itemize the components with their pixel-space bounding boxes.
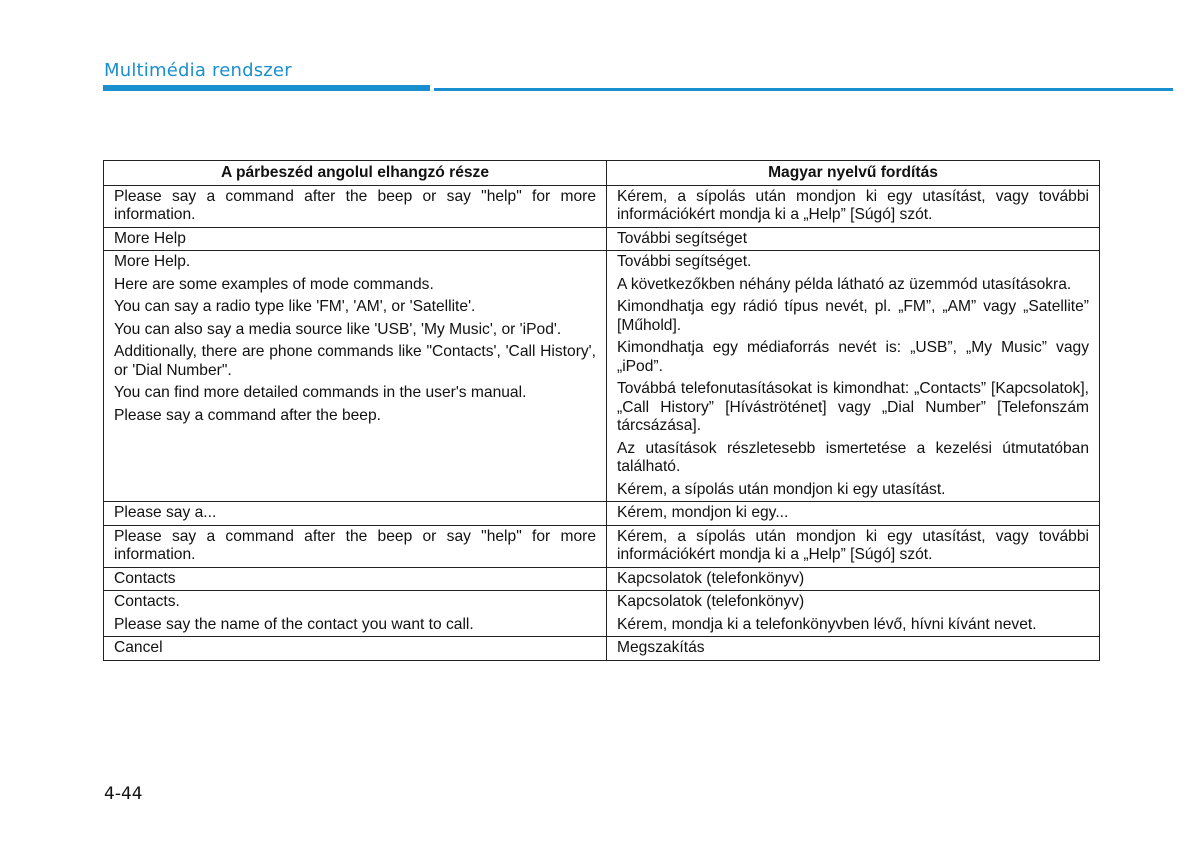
- cell-line: Please say a command after the beep or say "help" for more information.: [114, 527, 596, 563]
- table-header-row: [104, 161, 1100, 186]
- cell-line: Cancel: [114, 639, 163, 656]
- hungarian-cell: [607, 251, 1100, 502]
- hungarian-cell: [607, 567, 1100, 591]
- english-cell: [104, 185, 607, 227]
- cell-line: You can find more detailed commands in the user's manual.: [114, 384, 527, 401]
- cell-line: További segítséget: [617, 229, 748, 247]
- table-row: [104, 637, 1100, 661]
- english-cell: [104, 251, 607, 502]
- cell-line: Kapcsolatok (telefonkönyv): [617, 593, 805, 610]
- hungarian-cell: [607, 185, 1100, 227]
- table-row: [104, 251, 1100, 502]
- cell-line: Továbbá telefonutasításokat is kimondhat: „Contacts” [Kapcsolatok], „Call History” [Híváströténet] vagy „Dial Number” [Telefonszám tárcsázása].: [617, 380, 1089, 434]
- cell-line: A következőkben néhány példa látható az üzemmód utasításokra.: [617, 275, 1072, 293]
- cell-line: Kimondhatja egy rádió típus nevét, pl. „FM”, „AM” vagy „Satellite” [Műhold].: [617, 298, 1089, 334]
- table-row: [104, 502, 1100, 526]
- cell-line: Contacts: [114, 569, 176, 587]
- cell-line: Please say the name of the contact you want to call.: [114, 615, 474, 633]
- cell-line: Additionally, there are phone commands like "Contacts', 'Call History', or 'Dial Number".: [114, 343, 596, 379]
- cell-line: Kapcsolatok (telefonkönyv): [617, 569, 805, 587]
- dialog-translation-table: [103, 160, 1100, 661]
- cell-line: Kérem, a sípolás után mondjon ki egy utasítást, vagy további információkért mondja ki a „Help” [Súgó] szót.: [617, 187, 1089, 223]
- hungarian-cell: [607, 525, 1100, 567]
- table-body: [104, 185, 1100, 660]
- page-number: 4-44: [104, 784, 143, 804]
- cell-line: Please say a command after the beep.: [114, 406, 381, 424]
- cell-line: Kérem, mondja ki a telefonkönyvben lévő, hívni kívánt nevet.: [617, 615, 1037, 633]
- cell-line: Please say a...: [114, 504, 217, 521]
- table-row: [104, 227, 1100, 251]
- english-cell: [104, 525, 607, 567]
- hungarian-cell: [607, 502, 1100, 526]
- cell-line: Kimondhatja egy médiaforrás nevét is: „USB”, „My Music” vagy „iPod”.: [617, 339, 1089, 375]
- cell-line: Please say a command after the beep or say "help" for more information.: [114, 187, 596, 223]
- table-row: [104, 591, 1100, 637]
- english-cell: [104, 502, 607, 526]
- hungarian-cell: [607, 227, 1100, 251]
- cell-line: More Help: [114, 229, 186, 247]
- cell-line: Kérem, a sípolás után mondjon ki egy utasítást, vagy további információkért mondja ki a „Help” [Súgó] szót.: [617, 527, 1089, 563]
- hungarian-cell: [607, 637, 1100, 661]
- cell-line: More Help.: [114, 253, 191, 270]
- english-cell: [104, 227, 607, 251]
- table-row: [104, 185, 1100, 227]
- table-row: [104, 525, 1100, 567]
- cell-line: Kérem, a sípolás után mondjon ki egy utasítást.: [617, 480, 946, 498]
- english-cell: [104, 591, 607, 637]
- cell-line: Megszakítás: [617, 639, 705, 656]
- section-title: Multimédia rendszer: [104, 60, 292, 81]
- cell-line: Az utasítások részletesebb ismertetése a kezelési útmutatóban található.: [617, 439, 1089, 475]
- column-header-english: A párbeszéd angolul elhangzó része: [104, 161, 607, 186]
- column-header-hungarian: Magyar nyelvű fordítás: [607, 161, 1100, 186]
- cell-line: You can also say a media source like 'USB', 'My Music', or 'iPod'.: [114, 320, 562, 338]
- cell-line: You can say a radio type like 'FM', 'AM', or 'Satellite'.: [114, 298, 476, 315]
- cell-line: Kérem, mondjon ki egy...: [617, 504, 789, 521]
- english-cell: [104, 567, 607, 591]
- header-rule-thin: [434, 88, 1173, 91]
- hungarian-cell: [607, 591, 1100, 637]
- english-cell: [104, 637, 607, 661]
- cell-line: Here are some examples of mode commands.: [114, 275, 434, 293]
- cell-line: Contacts.: [114, 593, 180, 610]
- table-row: [104, 567, 1100, 591]
- header-rule-thick: [103, 85, 430, 91]
- cell-line: További segítséget.: [617, 253, 752, 270]
